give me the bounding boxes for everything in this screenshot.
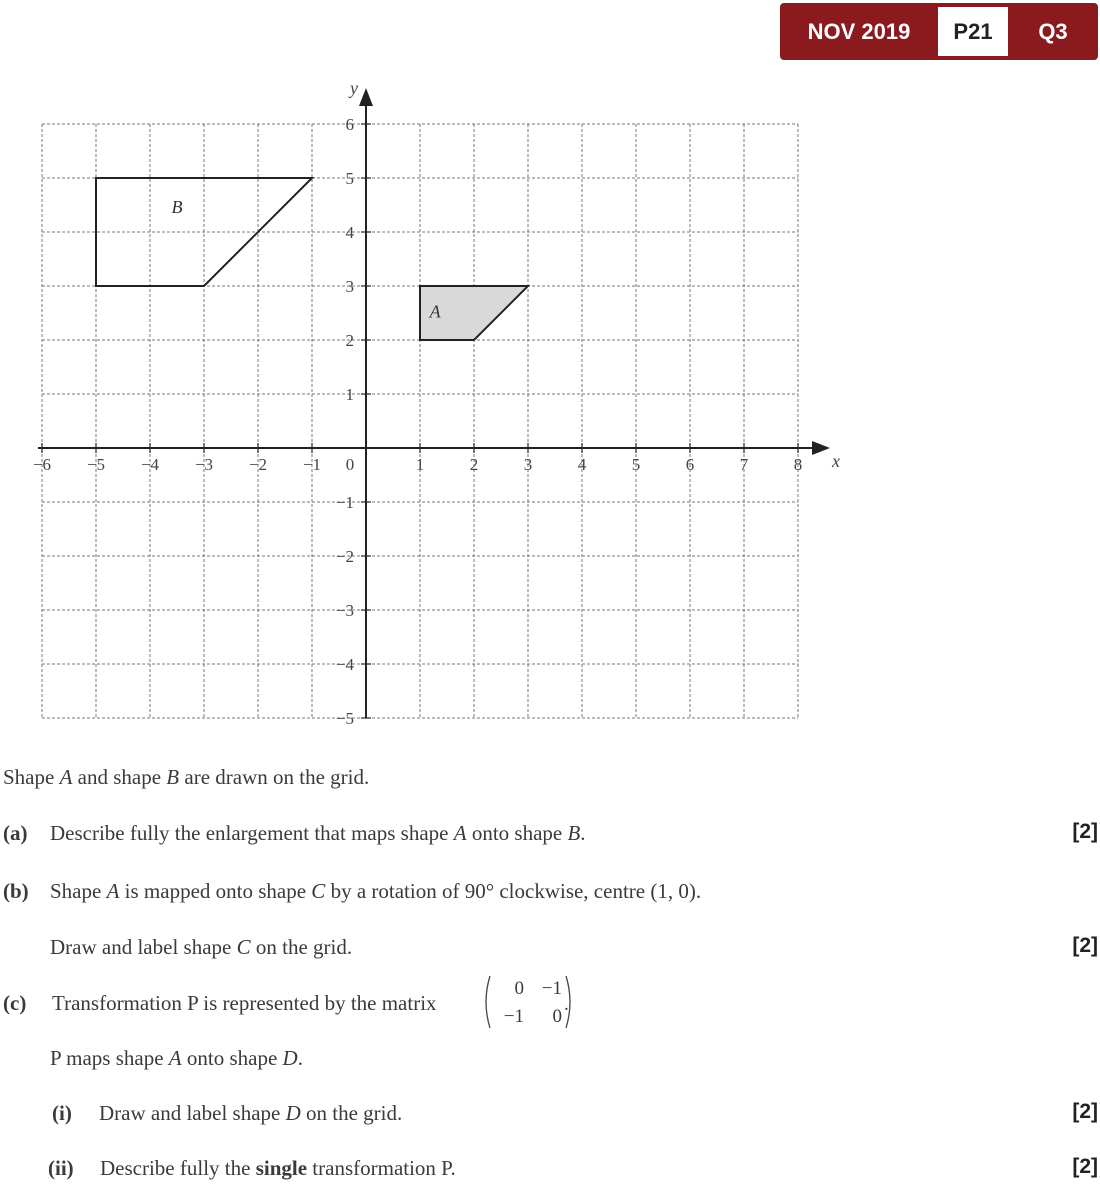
matrix-cell-1-1: 0 — [514, 978, 524, 999]
x-tick-label: 0 — [345, 455, 355, 474]
y-tick-label: −3 — [335, 601, 354, 620]
exam-reference-badge — [780, 3, 1098, 60]
y-tick-label: 4 — [345, 223, 354, 242]
x-tick-label: 4 — [577, 455, 587, 474]
x-tick-label: 3 — [523, 455, 533, 474]
x-tick-label: −5 — [86, 455, 106, 474]
question-c-i: (i) Draw and label shape D on the grid. — [52, 1101, 403, 1125]
y-tick-label: 3 — [345, 277, 354, 296]
y-tick-label: −1 — [335, 493, 354, 512]
x-tick-label: −1 — [302, 455, 322, 474]
question-b-instruction: Draw and label shape C on the grid. — [50, 935, 353, 959]
matrix-cell-2-2: 0 — [552, 1006, 562, 1027]
y-tick-label: 5 — [345, 169, 354, 188]
x-tick-label: −6 — [32, 455, 52, 474]
x-tick-label: 6 — [685, 455, 695, 474]
x-tick-label: −2 — [248, 455, 268, 474]
grid-lines — [42, 124, 798, 718]
x-axis-label: x — [832, 451, 840, 471]
question-c-ii: (ii) Describe fully the single transformation P. — [48, 1156, 456, 1180]
exam-session: NOV 2019 — [807, 19, 911, 44]
shape-label-b: B — [171, 197, 183, 218]
matrix-cell-2-1: −1 — [503, 1006, 524, 1027]
intro-text: Shape A and shape B are drawn on the grid. — [3, 765, 370, 789]
question-b: (b) Shape A is mapped onto shape C by a rotation of 90° clockwise, centre (1, 0). — [3, 879, 702, 903]
marks-a: [2] — [1072, 820, 1098, 843]
shape-label-a: A — [429, 301, 441, 322]
x-tick-label: −3 — [194, 455, 214, 474]
question-c: (c) Transformation P is represented by the matrix — [3, 991, 437, 1015]
x-tick-label: 7 — [739, 455, 749, 474]
x-tick-label: 1 — [415, 455, 425, 474]
question-number: Q3 — [1038, 19, 1068, 44]
matrix-full-stop: . — [564, 994, 569, 1015]
x-tick-label: −4 — [140, 455, 160, 474]
x-tick-label: 8 — [793, 455, 803, 474]
matrix-cell-1-2: −1 — [541, 978, 562, 999]
y-tick-label: 6 — [345, 115, 354, 134]
y-axis-arrow — [359, 88, 373, 106]
y-axis-label: y — [350, 78, 358, 98]
transformation-matrix — [480, 972, 576, 1032]
marks-c-ii: [2] — [1072, 1155, 1098, 1178]
coordinate-grid — [0, 70, 860, 740]
paper-number: P21 — [938, 7, 1008, 56]
axes — [38, 88, 830, 718]
axis-labels — [33, 78, 840, 728]
x-tick-label: 5 — [631, 455, 641, 474]
x-axis-arrow — [812, 441, 830, 455]
y-tick-label: 1 — [345, 385, 354, 404]
question-c-statement: P maps shape A onto shape D. — [50, 1046, 303, 1070]
marks-c-i: [2] — [1072, 1100, 1098, 1123]
y-tick-label: −5 — [335, 709, 354, 728]
question-a: (a) Describe fully the enlargement that maps shape A onto shape B. — [3, 821, 586, 845]
x-tick-label: 2 — [469, 455, 479, 474]
y-tick-label: 2 — [345, 331, 354, 350]
y-tick-label: −2 — [335, 547, 354, 566]
marks-b: [2] — [1072, 934, 1098, 957]
y-tick-label: −4 — [335, 655, 354, 674]
